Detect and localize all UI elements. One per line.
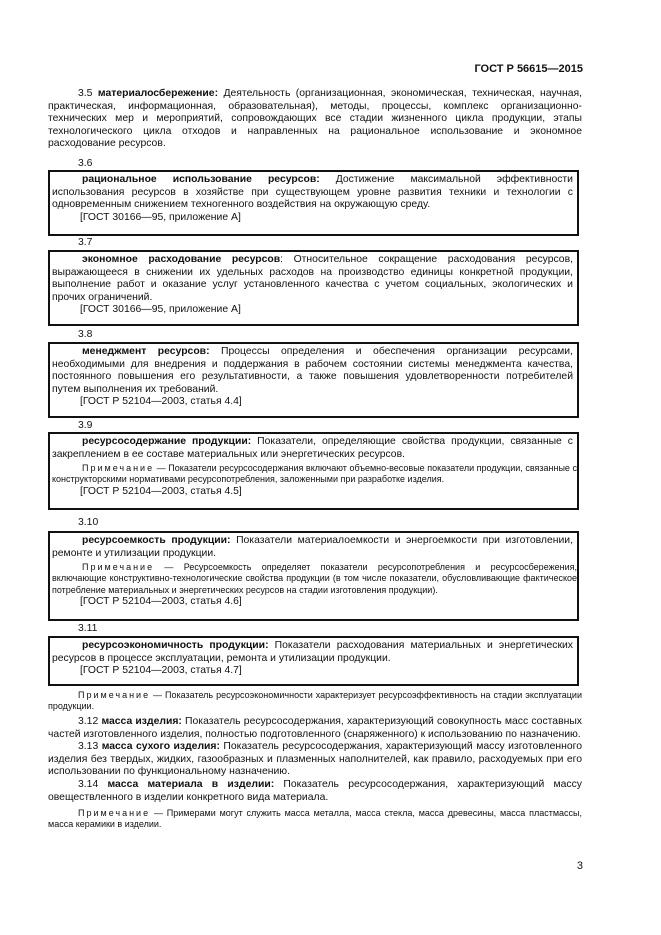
term-3-10-text: ресурсоемкость продукции: Показатели материалоемкости и энергоемкости при изготовлении, ремонте и утилизации продукции. (52, 535, 573, 559)
term-3-5 (48, 88, 582, 151)
term-3-9-note: Примечание — Показатели ресурсосодержания включают объемно-весовые показатели продукции, связанные с конструкторскими нормативами ресурсопотребления, заложенными при разработке изделия. (52, 463, 577, 485)
term-3-8-number: 3.8 (78, 329, 93, 340)
term-3-14-text: 3.14 масса материала в изделии: Показатель ресурсосодержания, характеризующий массу овеществленного в изделии конкретного вида материала. (48, 778, 582, 803)
term-3-7-number: 3.7 (78, 237, 93, 248)
term-3-8-source: [ГОСТ Р 52104—2003, статья 4.4] (80, 396, 242, 408)
term-3-11-box (48, 636, 579, 686)
term-3-6-source: [ГОСТ 30166—95, приложение А] (80, 211, 241, 223)
term-3-9-box (48, 432, 579, 510)
term-3-10-note: Примечание — Ресурсоемкость определяет показатели ресурсопотребления и ресурсосбережения, включающие конструктивно-технологические свойства продукции (в том числе показатели, обусловливающие фактическое потребление материальных и энергетических ресурсов на стадии изготовления продукции). (52, 562, 577, 595)
note-3-11 (48, 690, 582, 712)
note-3-14-text: Примечание — Примерами могут служить масса металла, масса стекла, масса древесины, масса пластмассы, масса керамики в изделии. (48, 808, 582, 830)
term-3-8-text: менеджмент ресурсов: Процессы определения и обеспечения организации ресурсами, необходимыми для внедрения и поддержания в рабочем состоянии системы менеджмента качества, постоянного повышения его результативности, а также повышения удовлетворенности потребителей путем выполнения их требований. (52, 346, 573, 395)
term-3-7-source: [ГОСТ 30166—95, приложение А] (80, 304, 241, 316)
term-3-10-number: 3.10 (78, 517, 99, 528)
term-3-10-box (48, 531, 579, 621)
term-3-11-source: [ГОСТ Р 52104—2003, статья 4.7] (80, 665, 242, 677)
term-3-10-source: [ГОСТ Р 52104—2003, статья 4.6] (80, 595, 242, 607)
term-3-9-number: 3.9 (78, 420, 93, 431)
page-number: 3 (576, 860, 583, 872)
term-3-5-text: 3.5 материалосбережение: Деятельность (организационная, экономическая, техническая, научная, практическая, информационная, образовательная), методы, процессы, комплекс организационно-технических мер и мероприятий, сопровождающих все стадии жизненного цикла продукции, этапы технологического цикла отходов и направленных на рациональное использование и экономное расходование ресурсов. (48, 88, 582, 150)
term-3-6-number: 3.6 (78, 158, 93, 169)
term-3-12-text: 3.12 масса изделия: Показатель ресурсосодержания, характеризующий совокупность масс составных частей изготовленного изделия, полностью подготовленного (снаряженного) к использованию по назначению. (48, 716, 582, 740)
term-3-6-box (48, 170, 579, 236)
term-3-11-number: 3.11 (78, 623, 98, 634)
term-3-9-text: ресурсосодержание продукции: Показатели, определяющие свойства продукции, связанные с закреплением в ее составе материальных или энергетических ресурсов. (52, 436, 573, 460)
term-3-13-text: 3.13 масса сухого изделия: Показатель ресурсосодержания, характеризующий массу изготовленного изделия без твердых, жидких, газообразных и плазменных наполнителей, как правило, расходуемых при его использовании по функциональному назначению. (48, 741, 582, 778)
standard-header: ГОСТ Р 56615—2015 (474, 63, 583, 75)
term-3-11-text: ресурсоэкономичность продукции: Показатели расходования материальных и энергетических ресурсов в процессе эксплуатации, ремонта и утилизации продукции. (52, 640, 573, 664)
term-3-8-box (48, 342, 579, 418)
term-3-6-text: рациональное использование ресурсов: Достижение максимальной эффективности использования ресурсов в хозяйстве при существующем уровне развития техники и технологии с одновременным снижением техногенного воздействия на окружающую среду. (52, 174, 573, 211)
term-3-9-source: [ГОСТ Р 52104—2003, статья 4.5] (80, 485, 242, 497)
note-3-11-text: Примечание — Показатель ресурсоэкономичности характеризует ресурсоэффективность на стадии эксплуатации продукции. (48, 690, 582, 712)
term-3-7-text: экономное расходование ресурсов: Относительное сокращение расходования ресурсов, выражающееся в снижении их удельных расходов на производство единицы конкретной продукции, выполнение работ и оказание услуг установленного качества с учетом социальных, экологических и прочих ограничений. (52, 254, 573, 303)
terms-3-12-to-3-14 (48, 716, 582, 831)
term-3-7-box (48, 250, 579, 326)
